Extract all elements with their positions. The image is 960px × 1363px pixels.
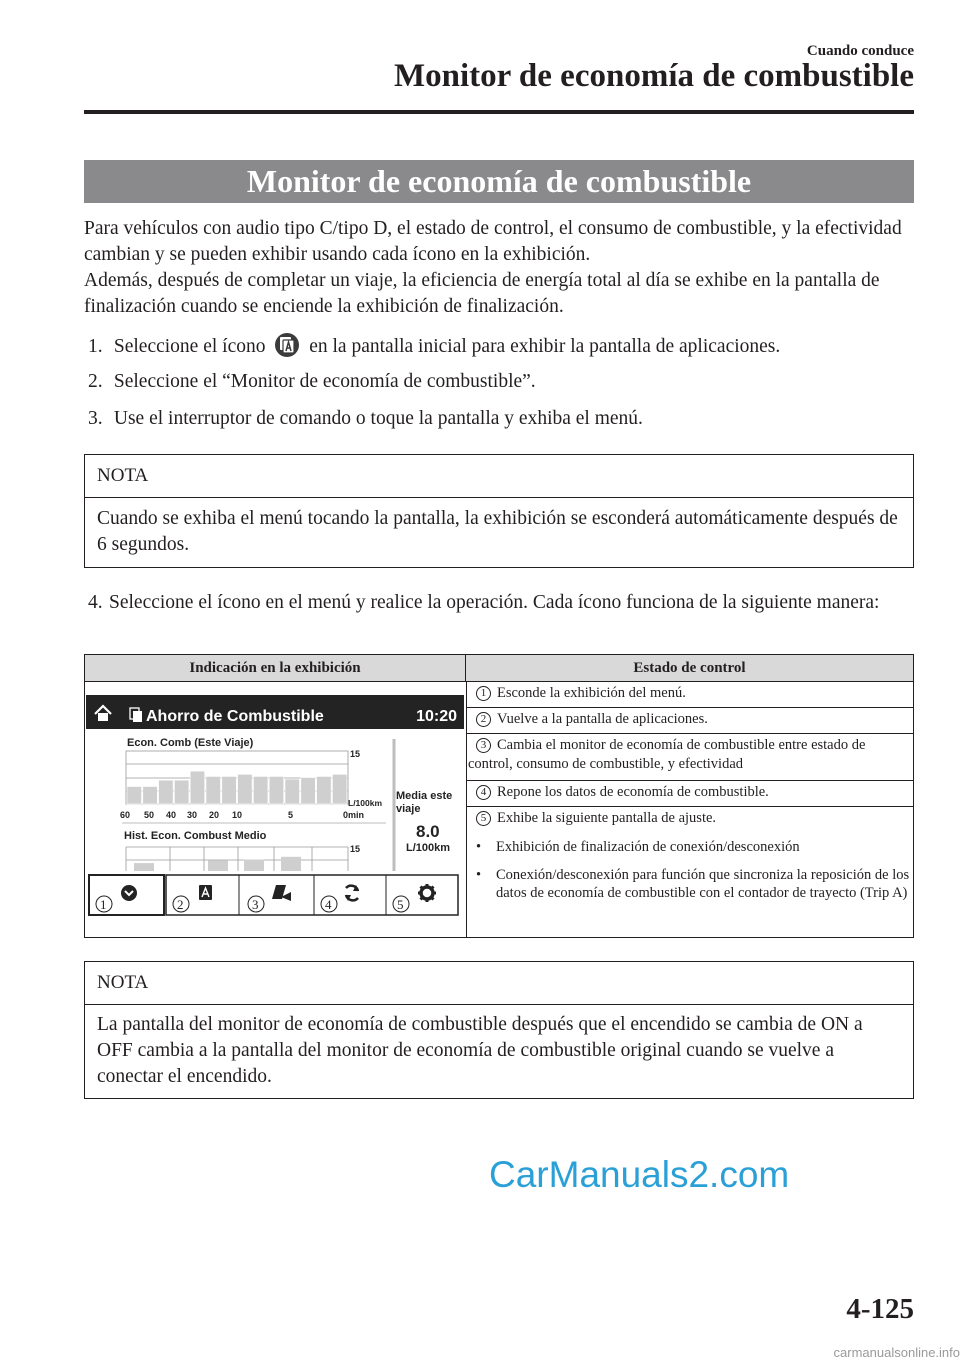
header-rule: [84, 110, 914, 114]
note-body: Cuando se exhiba el menú tocando la pantalla, la exhibición se esconderá automáticamente después de 6 segundos.: [97, 508, 898, 555]
step-number: 2.: [88, 371, 103, 392]
applications-icon: [274, 332, 300, 358]
chart-bar: [269, 776, 284, 804]
step-1-text-after: en la pantalla inicial para exhibir la pantalla de aplicaciones.: [309, 336, 781, 357]
x-tick: 50: [144, 810, 155, 820]
chart-bar: [301, 778, 316, 805]
average-unit: L/100km: [406, 842, 451, 854]
menu-number: 1: [100, 897, 107, 912]
intro-paragraph-2: Además, después de completar un viaje, la eficiencia de energía total al día se exhibe en la pantalla de finalización cuando se enciende la exhibición de finalización.: [84, 270, 880, 317]
page-number: 4-125: [846, 1293, 914, 1325]
table-row: [466, 806, 913, 937]
step-number: 1.: [88, 336, 103, 357]
row-text: Repone los datos de economía de combustible.: [497, 784, 769, 800]
average-label-1: Media este: [396, 790, 453, 802]
menu-number: 3: [252, 897, 259, 912]
step-number: 3.: [88, 408, 103, 429]
x-tick: 0min: [343, 810, 365, 820]
watermark-logo: CarManuals2.com: [489, 1154, 790, 1195]
table-row: [466, 681, 913, 707]
chart-bar: [190, 771, 205, 804]
chart-bar: [317, 776, 332, 804]
note-box-2: [84, 961, 914, 1099]
row-text: Cambia el monitor de economía de combustible entre estado de control, consumo de combustible, y efectividad: [468, 737, 866, 772]
chart-bar: [332, 774, 347, 804]
table-header-control: Estado de control: [466, 655, 913, 681]
table-row: [466, 780, 913, 806]
average-label-2: viaje: [396, 803, 421, 815]
section-label: Cuando conduce: [806, 43, 914, 59]
table-row: [466, 707, 913, 733]
chart-bar: [253, 776, 268, 804]
chart-bar: [143, 787, 158, 804]
step-2-text: Seleccione el “Monitor de economía de combustible”.: [113, 371, 536, 392]
chart-bar: [127, 787, 142, 804]
hide-menu-icon: [121, 885, 137, 901]
history-bar: [281, 857, 301, 873]
chart-bar: [174, 780, 189, 804]
history-bar: [244, 860, 264, 874]
x-tick: 5: [288, 810, 294, 820]
chart-y-max: 15: [350, 749, 361, 759]
row-number: 3: [476, 738, 491, 753]
x-tick: 20: [209, 810, 220, 820]
x-tick: 10: [232, 810, 243, 820]
row-number: 2: [476, 712, 491, 727]
note-heading: NOTA: [85, 962, 913, 1005]
row-number: 4: [476, 785, 491, 800]
bullet-item: • Conexión/desconexión para función que sincroniza la reposición de los datos de economía de combustible con el contador de trayecto (Trip A): [468, 866, 911, 902]
bullet-item: • Exhibición de finalización de conexión/desconexión: [468, 838, 911, 857]
screen-title: Ahorro de Combustible: [146, 708, 324, 725]
step-4: [88, 590, 914, 616]
step-3-text: Use el interruptor de comando o toque la pantalla y exhiba el menú.: [113, 408, 643, 429]
history-y-max: 15: [350, 844, 361, 854]
step-1-text-before: Seleccione el ícono: [113, 336, 266, 357]
x-tick: 60: [120, 810, 131, 820]
section-banner: Monitor de economía de combustible: [84, 160, 914, 203]
table-header-display: Indicación en la exhibición: [85, 655, 466, 681]
step-2: [88, 369, 914, 395]
fuel-economy-screen: [86, 695, 464, 919]
step-4-text: Seleccione el ícono en el menú y realice la operación. Cada ícono funciona de la siguiente manera:: [109, 592, 880, 613]
applications-menu-icon: [199, 885, 212, 900]
intro-paragraph-1: Para vehículos con audio tipo C/tipo D, el estado de control, el consumo de combustible, y la efectividad cambian y se pueden exhibir usando cada ícono en la exhibición.: [84, 218, 902, 265]
row-text: Vuelve a la pantalla de aplicaciones.: [497, 711, 708, 727]
x-tick: 30: [187, 810, 198, 820]
step-1: [88, 332, 914, 360]
menu-number: 5: [397, 897, 404, 912]
note-body: La pantalla del monitor de economía de combustible después que el encendido se cambia de ON a OFF cambia a la pantalla del monitor de economía de combustible original cuando se vuelve a conectar el encendido.: [97, 1014, 863, 1087]
note-heading: NOTA: [85, 455, 913, 498]
row-text: Esconde la exhibición del menú.: [497, 685, 686, 701]
row-number: 1: [476, 686, 491, 701]
step-number: 4.: [88, 592, 103, 613]
page-header-title: Monitor de economía de combustible: [393, 58, 914, 94]
note-box-1: [84, 454, 914, 568]
average-value: 8.0: [416, 822, 440, 841]
chart-bar: [159, 780, 174, 804]
chart-bar: [222, 776, 237, 804]
chart-bar: [206, 776, 221, 804]
chart-unit: L/100km: [348, 798, 383, 808]
menu-number: 2: [177, 897, 184, 912]
table-row: [466, 733, 913, 780]
footer-site: carmanualsonline.info: [833, 1345, 960, 1360]
chart-bar: [238, 774, 253, 804]
x-tick: 40: [166, 810, 177, 820]
row-number: 5: [476, 811, 491, 826]
history-title: Hist. Econ. Combust Medio: [124, 830, 267, 842]
row-text: Exhibe la siguiente pantalla de ajuste.: [497, 810, 717, 826]
chart-title: Econ. Comb (Este Viaje): [127, 737, 254, 749]
step-3: [88, 406, 914, 432]
chart-bar: [285, 779, 300, 804]
menu-number: 4: [325, 897, 332, 912]
screen-clock: 10:20: [416, 708, 457, 725]
